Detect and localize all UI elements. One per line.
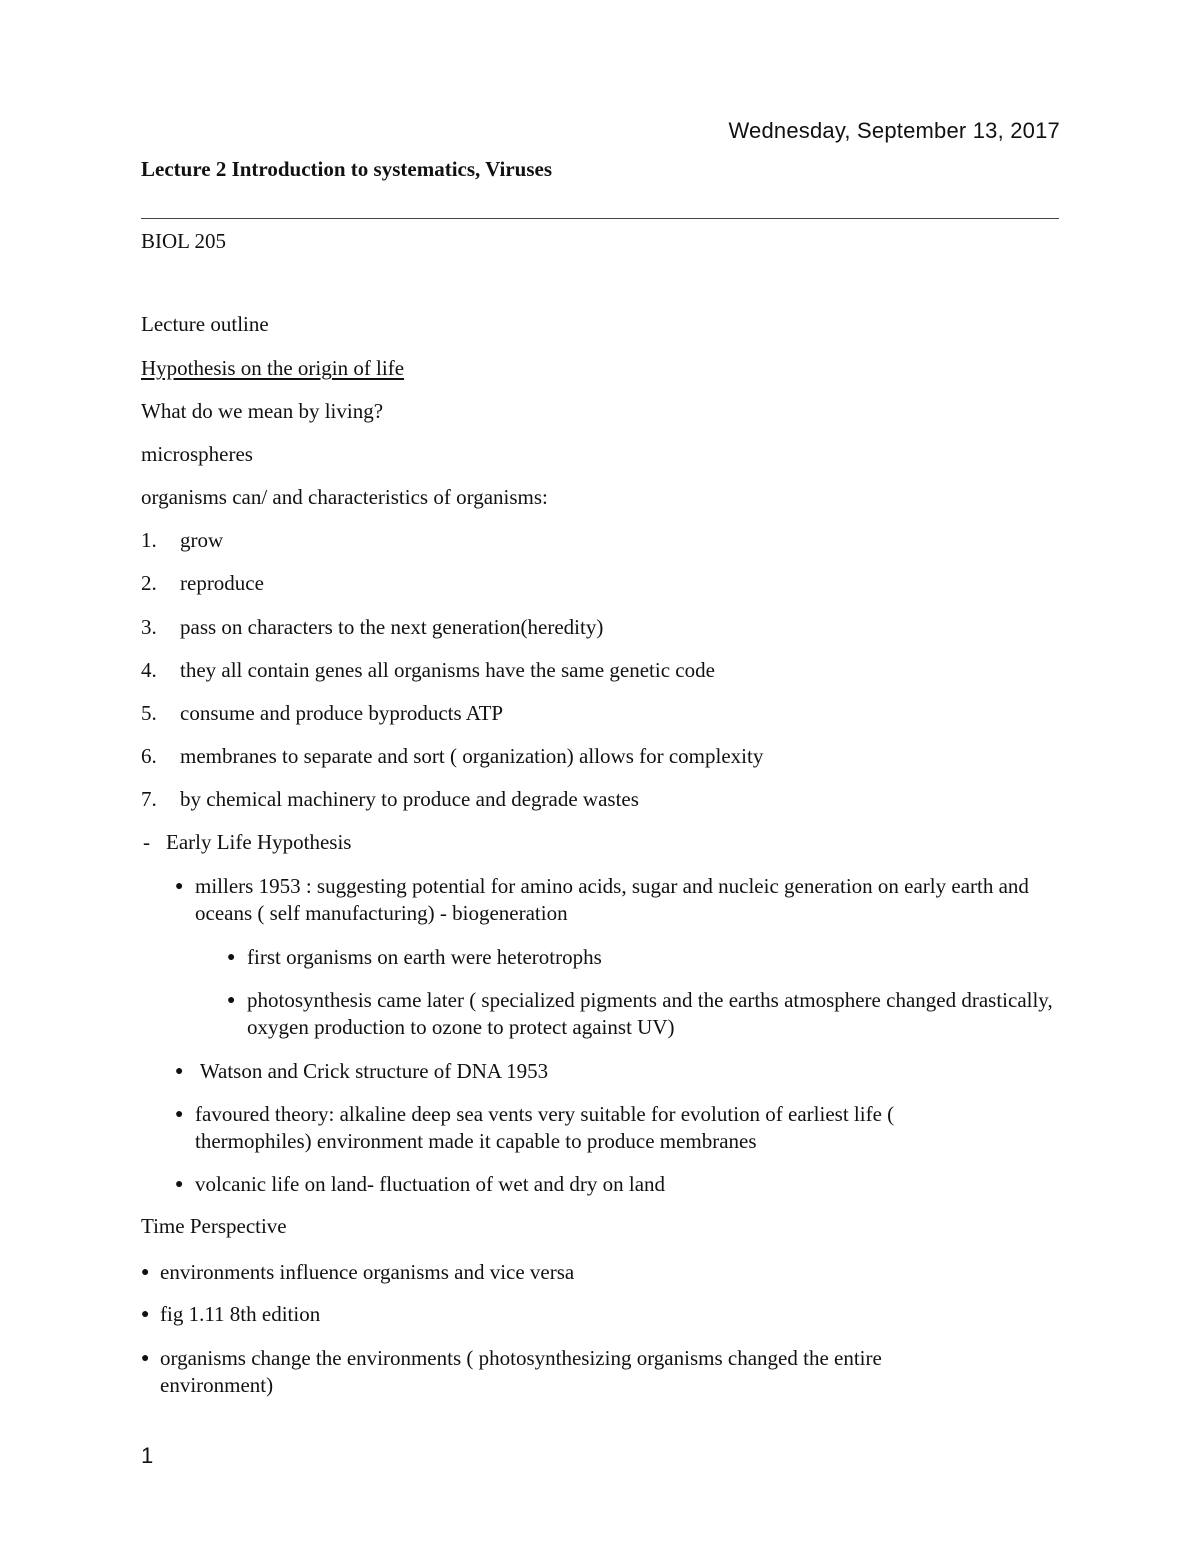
heterotrophs-text: first organisms on earth were heterotrophs (247, 945, 602, 969)
list-text: pass on characters to the next generation(heredity) (180, 615, 604, 639)
lecture-date: Wednesday, September 13, 2017 (728, 118, 1060, 143)
section-origin-of-life: Hypothesis on the origin of life (141, 356, 405, 380)
bullet-dot-icon: ● (141, 1351, 150, 1366)
list-text: by chemical machinery to produce and degrade wastes (180, 787, 639, 811)
list-number: 6. (141, 744, 157, 768)
list-number: 7. (141, 787, 157, 811)
page-number: 1 (141, 1443, 154, 1468)
list-number: 3. (141, 615, 157, 639)
bullet-dot-icon: ● (175, 1064, 184, 1079)
photosynthesis-text: photosynthesis came later ( specialized pigments and the earths atmosphere changed drastically, oxygen production to ozone to protect against UV) (247, 988, 1053, 1039)
list-number: 4. (141, 658, 157, 682)
list-text: grow (180, 528, 224, 552)
list-text: they all contain genes all organisms have the same genetic code (180, 658, 715, 682)
volcanic-text: volcanic life on land- fluctuation of wet and dry on land (195, 1172, 666, 1196)
list-number: 5. (141, 701, 157, 725)
environments-influence-text: environments influence organisms and vice versa (160, 1260, 575, 1284)
dash-marker: - (143, 830, 150, 854)
list-text: reproduce (180, 571, 264, 595)
lecture-title: Lecture 2 Introduction to systematics, Viruses (141, 157, 553, 181)
bullet-dot-icon: ● (175, 1107, 184, 1122)
organisms-can-text: organisms can/ and characteristics of organisms: (141, 485, 548, 509)
millers-text: millers 1953 : suggesting potential for amino acids, sugar and nucleic generation on early earth and oceans ( self manufacturing) - biogeneration (195, 874, 1029, 925)
organisms-change-text: organisms change the environments ( photosynthesizing organisms changed the entire environment) (160, 1346, 882, 1397)
microspheres-text: microspheres (141, 442, 253, 466)
course-code: BIOL 205 (141, 229, 226, 253)
outline-heading: Lecture outline (141, 312, 269, 336)
figure-reference-text: fig 1.11 8th edition (160, 1302, 321, 1326)
time-perspective-heading: Time Perspective (141, 1214, 287, 1238)
list-number: 1. (141, 528, 157, 552)
question-living: What do we mean by living? (141, 399, 384, 423)
bullet-dot-icon: ● (227, 950, 236, 965)
favoured-theory-text: favoured theory: alkaline deep sea vents very suitable for evolution of earliest life ( thermophiles) environment made it capable to produce membranes (195, 1102, 895, 1153)
list-text: consume and produce byproducts ATP (180, 701, 504, 725)
bullet-dot-icon: ● (175, 1177, 184, 1192)
title-divider (141, 218, 1059, 219)
bullet-dot-icon: ● (141, 1265, 150, 1280)
bullet-dot-icon: ● (175, 879, 184, 894)
watson-crick-text: Watson and Crick structure of DNA 1953 (195, 1059, 549, 1083)
bullet-dot-icon: ● (141, 1307, 150, 1322)
list-text: membranes to separate and sort ( organization) allows for complexity (180, 744, 764, 768)
early-life-heading: Early Life Hypothesis (166, 830, 352, 854)
bullet-dot-icon: ● (227, 993, 236, 1008)
list-number: 2. (141, 571, 157, 595)
